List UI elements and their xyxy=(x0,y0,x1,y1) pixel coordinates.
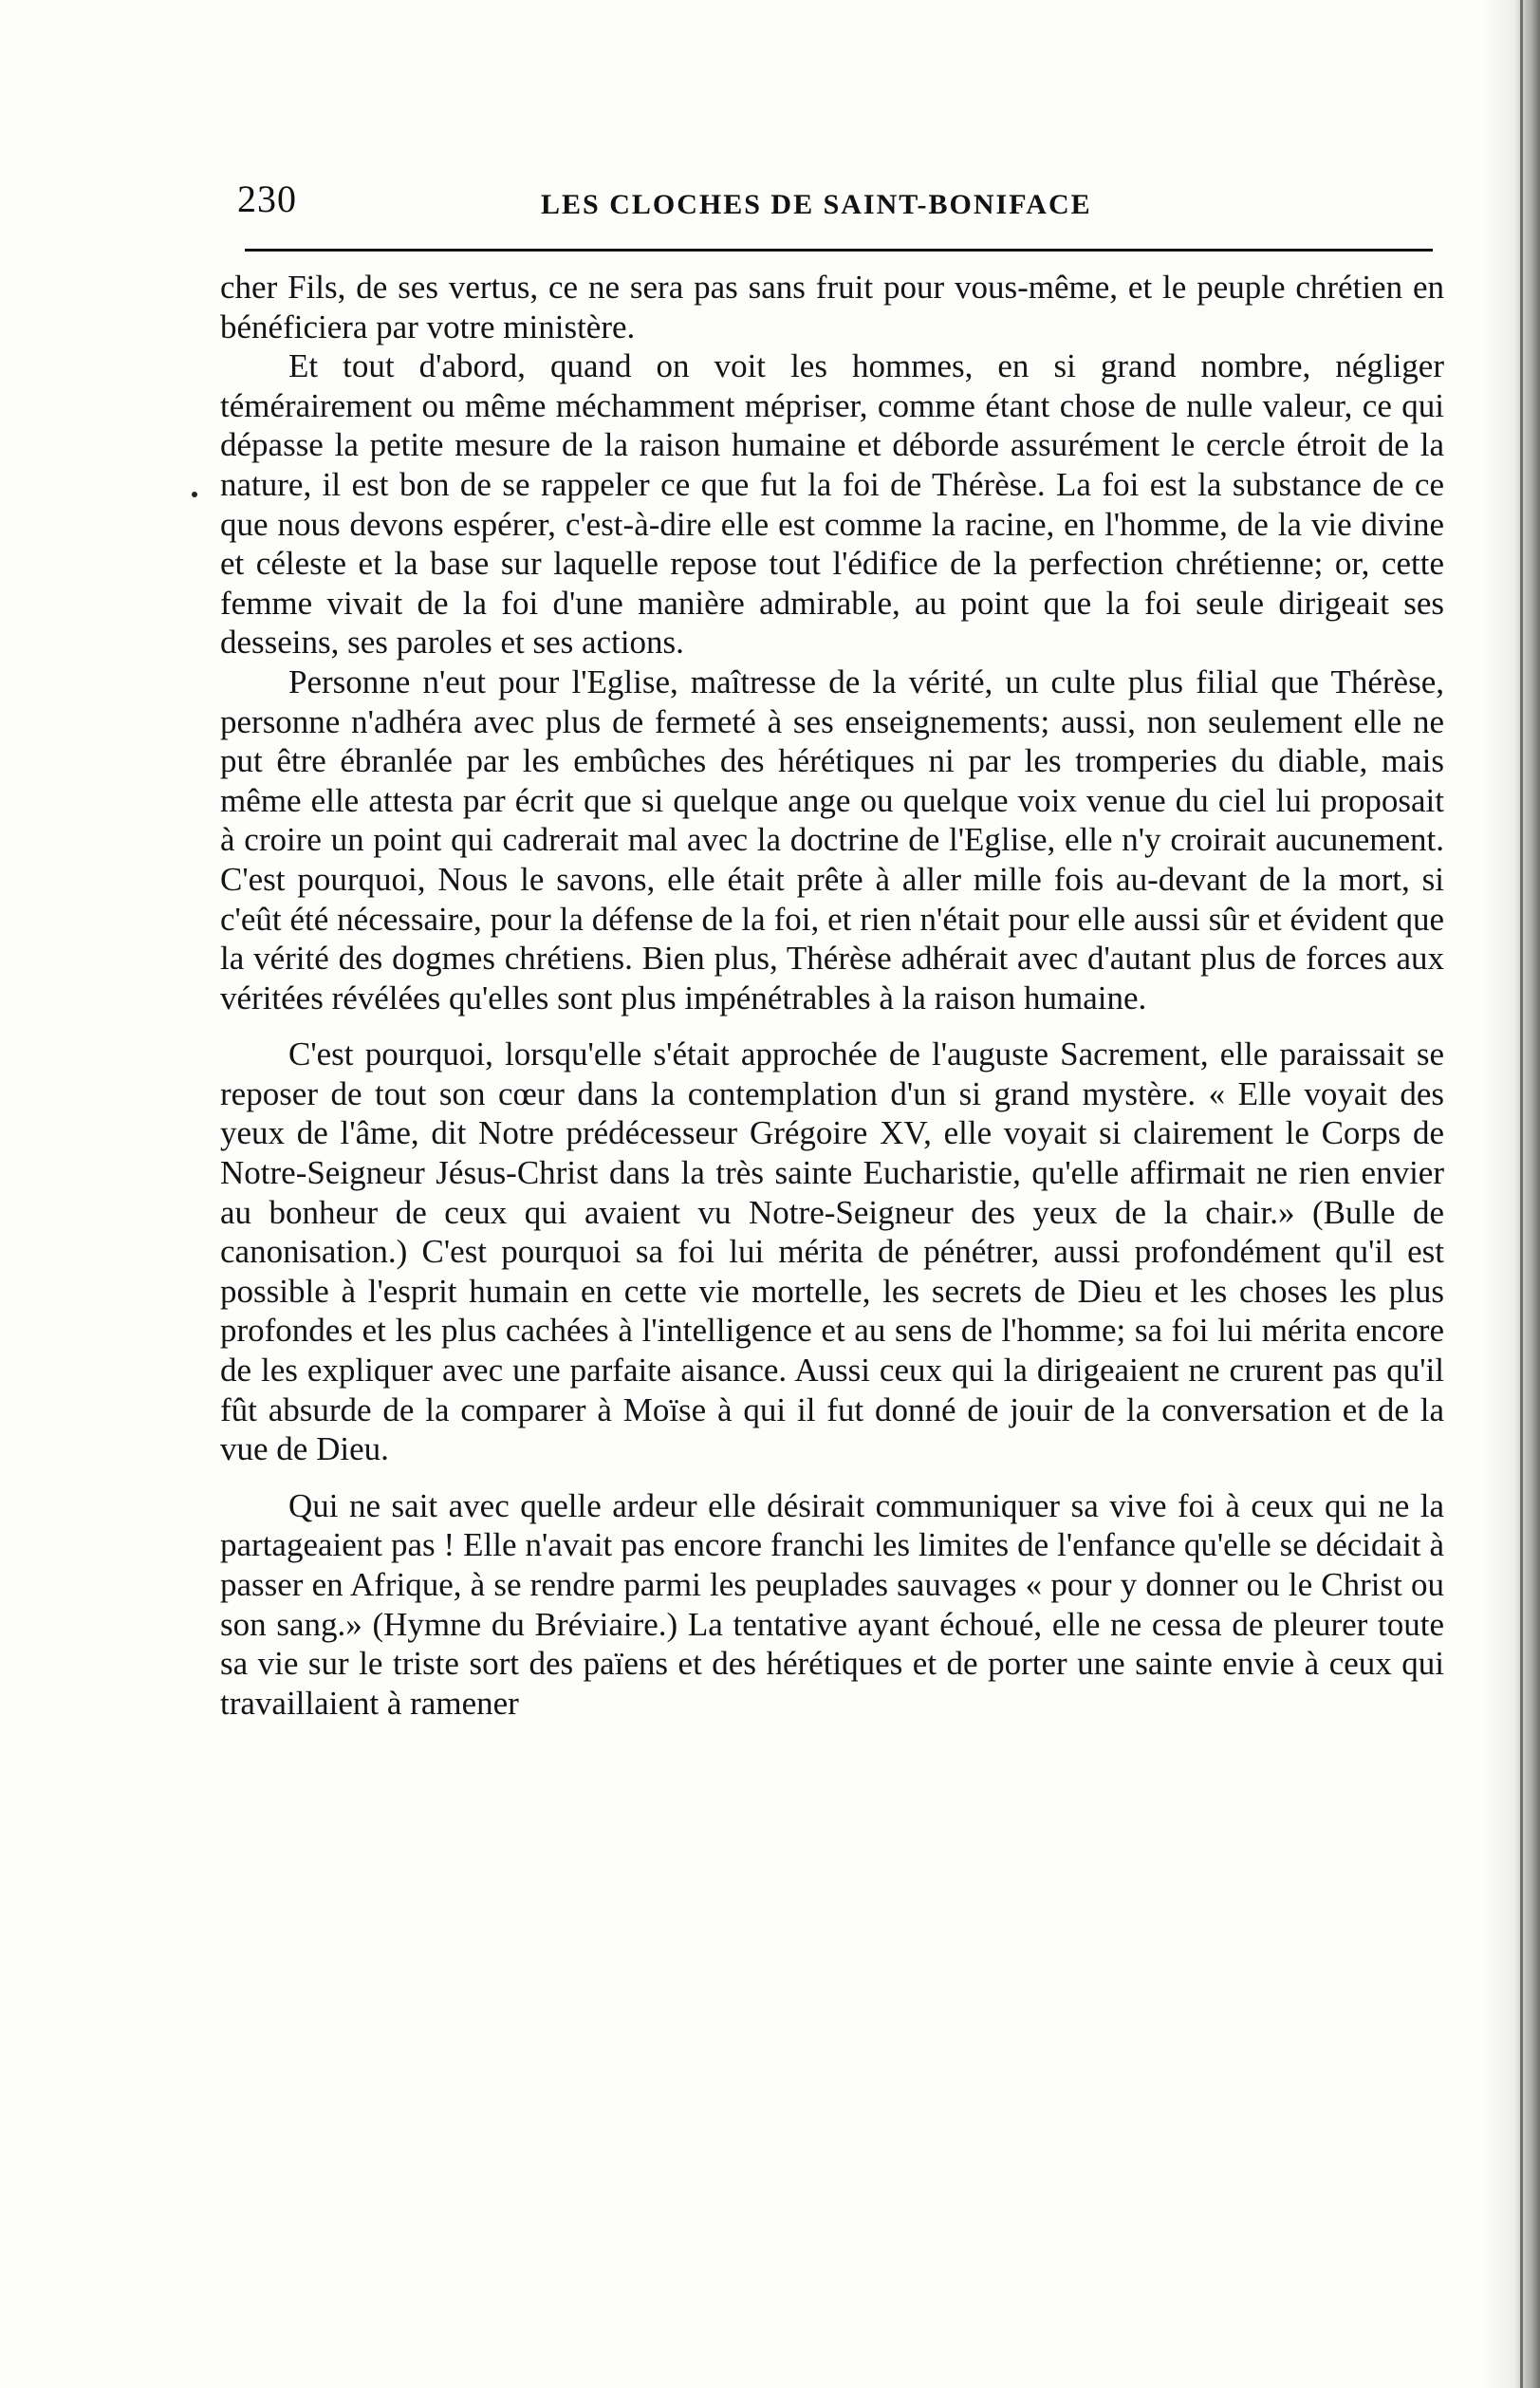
paragraph-4: C'est pourquoi, lorsqu'elle s'était approchée de l'auguste Sacrement, elle paraissait se reposer de tout son cœur dans la contemplation d'un si grand mystère. « Elle voyait des yeux de l'âme, dit Notre prédécesseur Grégoire XV, elle voyait si clairement le Corps de Notre-Seigneur Jésus-Christ dans la très sainte Eucharistie, qu'elle affirmait ne rien envier au bonheur de ceux qui avaient vu Notre-Seigneur des yeux de la chair.» (Bulle de canonisation.) C'est pourquoi sa foi lui mérita de pénétrer, aussi profondément qu'il est possible à l'esprit humain en cette vie mortelle, les secrets de Dieu et les choses les plus profondes et les plus cachées à l'intelligence et au sens de l'homme; sa foi lui mérita encore de les expliquer avec une parfaite aisance. Aussi ceux qui la dirigeaient ne crurent pas qu'il fût absurde de la comparer à Moïse à qui il fut donné de jouir de la conversation et de la vue de Dieu. xyxy=(220,1035,1444,1468)
scan-edge-shadow xyxy=(1483,0,1540,2388)
header-rule xyxy=(245,249,1433,252)
page-header xyxy=(237,171,1433,228)
paragraph-3: Personne n'eut pour l'Eglise, maîtresse de la vérité, un culte plus filial que Thérèse, personne n'adhéra avec plus de fermeté à ses enseignements; aussi, non seulement elle ne put être ébranlée par les embûches des hérétiques ni par les tromperies du diable, mais même elle attesta par écrit que si quelque ange ou quelque voix venue du ciel lui proposait à croire un point qui cadrerait mal avec la doctrine de l'Eglise, elle n'y croirait aucunement. C'est pourquoi, Nous le savons, elle était prête à aller mille fois au-devant de la mort, si c'eût été nécessaire, pour la défense de la foi, et rien n'était pour elle aussi sûr et évident que la vérité des dogmes chrétiens. Bien plus, Thérèse adhérait avec d'autant plus de forces aux véritées révélées qu'elles sont plus impénétrables à la raison humaine. xyxy=(220,662,1444,1017)
paragraph-5: Qui ne sait avec quelle ardeur elle désirait communiquer sa vive foi à ceux qui ne la partageaient pas ! Elle n'avait pas encore franchi les limites de l'enfance qu'elle se décidait à passer en Afrique, à se rendre parmi les peuplades sauvages « pour y donner ou le Christ ou son sang.» (Hymne du Bréviaire.) La tentative ayant échoué, elle ne cessa de pleurer toute sa vie sur le triste sort des païens et des hérétiques et de porter une sainte envie à ceux qui travaillaient à ramener xyxy=(220,1486,1444,1722)
running-title: LES CLOCHES DE SAINT-BONIFACE xyxy=(541,189,1092,220)
paragraph-2: Et tout d'abord, quand on voit les hommes, en si grand nombre, négliger témérairement ou même méchamment mépriser, comme étant chose de nulle valeur, ce qui dépasse la petite mesure de la raison humaine et déborde assurément le cercle étroit de la nature, il est bon de se rappeler ce que fut la foi de Thérèse. La foi est la substance de ce que nous devons espérer, c'est-à-dire elle est comme la racine, en l'homme, de la vie divine et céleste et la base sur laquelle repose tout l'édifice de la perfection chrétienne; or, cette femme vivait de la foi d'une manière admirable, au point que la foi seule dirigeait ses desseins, ses paroles et ses actions. xyxy=(220,347,1444,662)
paragraph-1: cher Fils, de ses vertus, ce ne sera pas sans fruit pour vous-même, et le peuple chrétien en bénéficiera par votre ministère. xyxy=(220,269,1444,345)
page-number: 230 xyxy=(237,177,297,220)
scan-edge-line xyxy=(1520,0,1523,2388)
stray-ink-dot xyxy=(192,492,197,497)
body-text xyxy=(220,268,1444,1723)
